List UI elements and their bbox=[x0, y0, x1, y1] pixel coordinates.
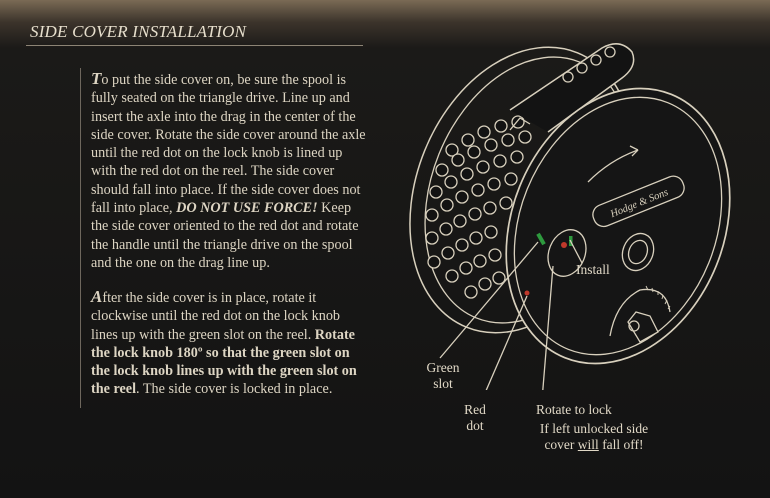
reel-diagram bbox=[370, 40, 766, 390]
paragraph-text: . The side cover is locked in place. bbox=[136, 381, 333, 398]
dropcap: T bbox=[91, 69, 102, 88]
page-title: SIDE COVER INSTALLATION bbox=[30, 22, 247, 41]
dropcap: A bbox=[91, 287, 103, 306]
title-divider bbox=[26, 45, 363, 46]
paragraph-text: fter the side cover is in place, rotate it clockwise until the red dot on the lock knob lines up with the green slot on the reel. bbox=[91, 290, 341, 343]
instructions-column bbox=[80, 68, 366, 408]
label-install: Install bbox=[576, 262, 610, 277]
reel-red-dot bbox=[525, 291, 530, 296]
lock-instruction: Rotate the lock knob 180º so that the green slot on the lock knob lines up with the green slot on the reel bbox=[91, 326, 357, 398]
paragraph-text: Keep the side cover oriented to the red dot and rotate the handle until the triangle drive on the spool and the one on the drag line up. bbox=[91, 200, 359, 271]
leader-red-dot bbox=[482, 296, 527, 390]
instruction-paragraph-1 bbox=[91, 70, 367, 272]
lock-knob-red-dot bbox=[561, 242, 567, 248]
label-red-dot: Red dot bbox=[464, 402, 486, 433]
force-warning: DO NOT USE FORCE! bbox=[176, 200, 318, 217]
instruction-paragraph-2 bbox=[91, 288, 367, 399]
label-unlocked-warning: If left unlocked side cover will fall off! bbox=[539, 421, 649, 452]
label-rotate-to-lock: Rotate to lock bbox=[536, 402, 612, 417]
brand-plate-text: Hodge & Sons bbox=[608, 187, 670, 221]
paragraph-text: o put the side cover on, be sure the spool is fully seated on the triangle drive. Line up and insert the axle into the drag in the center of the side cover. Rotate the side cover around the axle until the red dot on the lock knob is lined up with the red dot on the reel. The side cover should fall into place. If the side cover does not fall into place, bbox=[91, 72, 366, 217]
label-green-slot: Green slot bbox=[426, 360, 460, 391]
